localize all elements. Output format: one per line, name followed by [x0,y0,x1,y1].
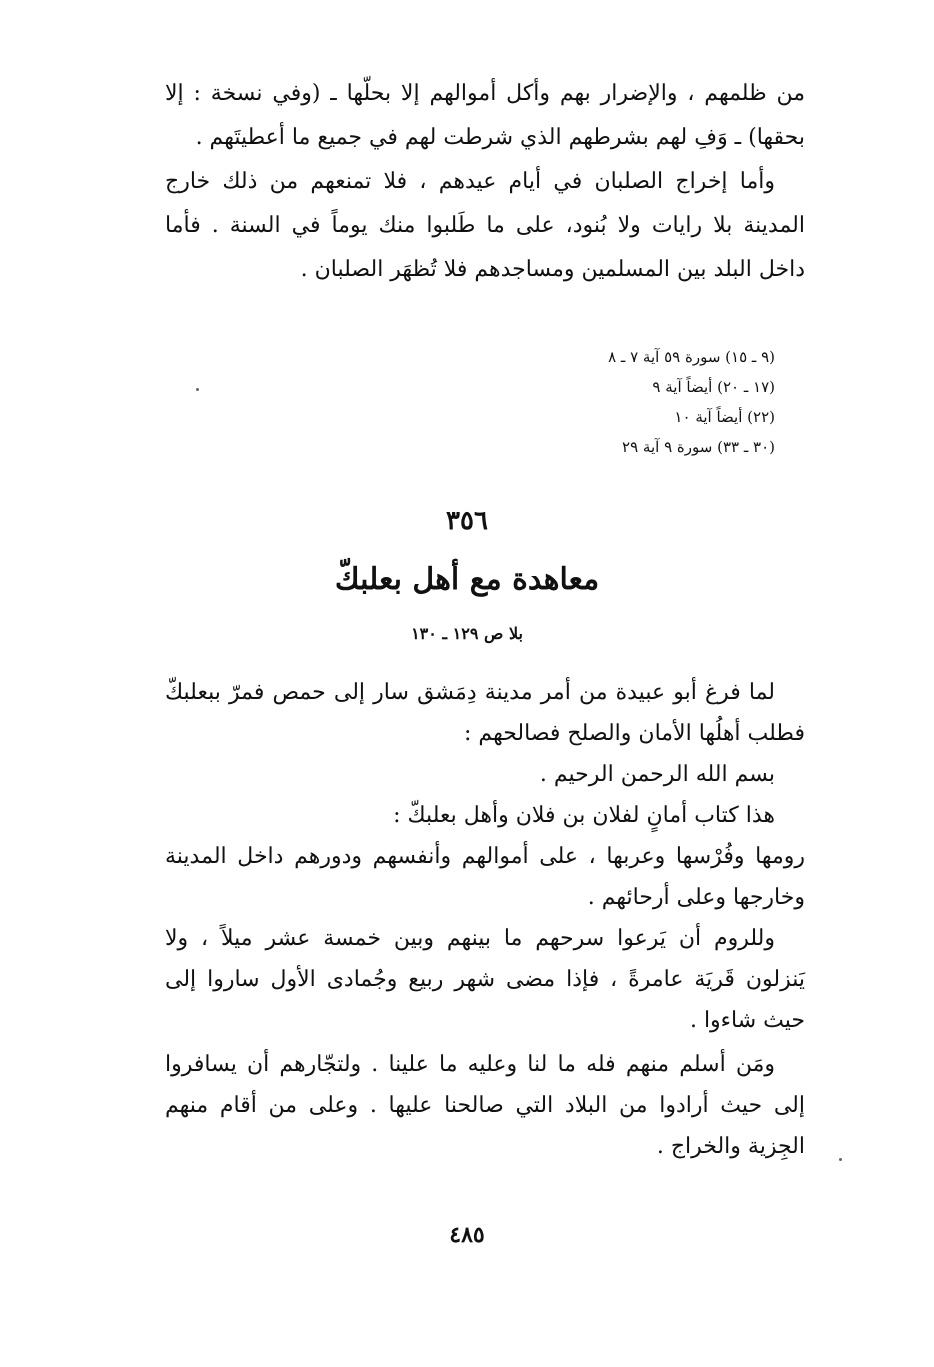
body-text-block [165,672,805,1167]
footnote-line: (٩ ـ ١٥) سورة ٥٩ آية ٧ ـ ٨ [608,348,775,366]
section-title: معاهدة مع أهل بعلبكّ [334,562,600,597]
body-paragraph: بسم الله الرحمن الرحيم . [539,762,775,787]
body-paragraph: هذا كتاب أمانٍ لفلان بن فلان وأهل بعلبكّ : [393,803,775,828]
body-paragraph: ومَن أسلم منهم فله ما لنا وعليه ما علينا . ولتجّارهم أن يسافروا إلى حيث أرادوا من البلاد التي صالحنا عليها . وعلى من أقام منهم الجِزية والخراج . [165,1052,805,1159]
footnote-line: (٢٢) أيضاً آية ١٠ [674,408,775,426]
section-source: بلا ص ١٢٩ ـ ١٣٠ [411,624,523,643]
page-number: ٤٨٥ [449,1222,485,1248]
footnote-line: (١٧ ـ ٢٠) أيضاً آية ٩ [652,378,775,396]
top-paragraph: وأما إخراج الصلبان في أيام عيدهم ، فلا تمنعهم من ذلك خارج المدينة بلا رايات ولا بُنود، على ما طَلبوا منك يوماً في السنة . فأما داخل البلد بين المسلمين ومساجدهم فلا تُظهَر الصلبان . [165,169,805,282]
scan-speck [839,1158,842,1161]
section-number: ٣٥٦ [446,506,488,536]
body-paragraph: وللروم أن يَرعوا سرحهم ما بينهم وبين خمسة عشر ميلاً ، ولا يَنزلون قَريَة عامرةً ، فإذا مضى شهر ربيع وجُمادى الأول ساروا إلى حيث شاءوا . [165,926,805,1033]
top-text-block [165,72,805,292]
body-paragraph: رومها وفُرْسها وعربها ، على أموالهم وأنفسهم ودورهم داخل المدينة وخارجها وعلى أرحائهم . [165,844,805,910]
body-paragraph: لما فرغ أبو عبيدة من أمر مدينة دِمَشق سار إلى حمص فمرّ ببعلبكّ فطلب أهلُها الأمان والصلح فصالحهم : [165,680,805,746]
footnote-line: (٣٠ ـ ٣٣) سورة ٩ آية ٢٩ [622,438,775,456]
top-paragraph: من ظلمهم ، والإضرار بهم وأكل أموالهم إلا بحلّها ـ (وفي نسخة : إلا بحقها) ـ وَفِ لهم بشرطهم الذي شرطت لهم في جميع ما أعطيتَهم . [165,81,805,150]
scan-speck [196,388,199,391]
footnotes [400,342,775,462]
